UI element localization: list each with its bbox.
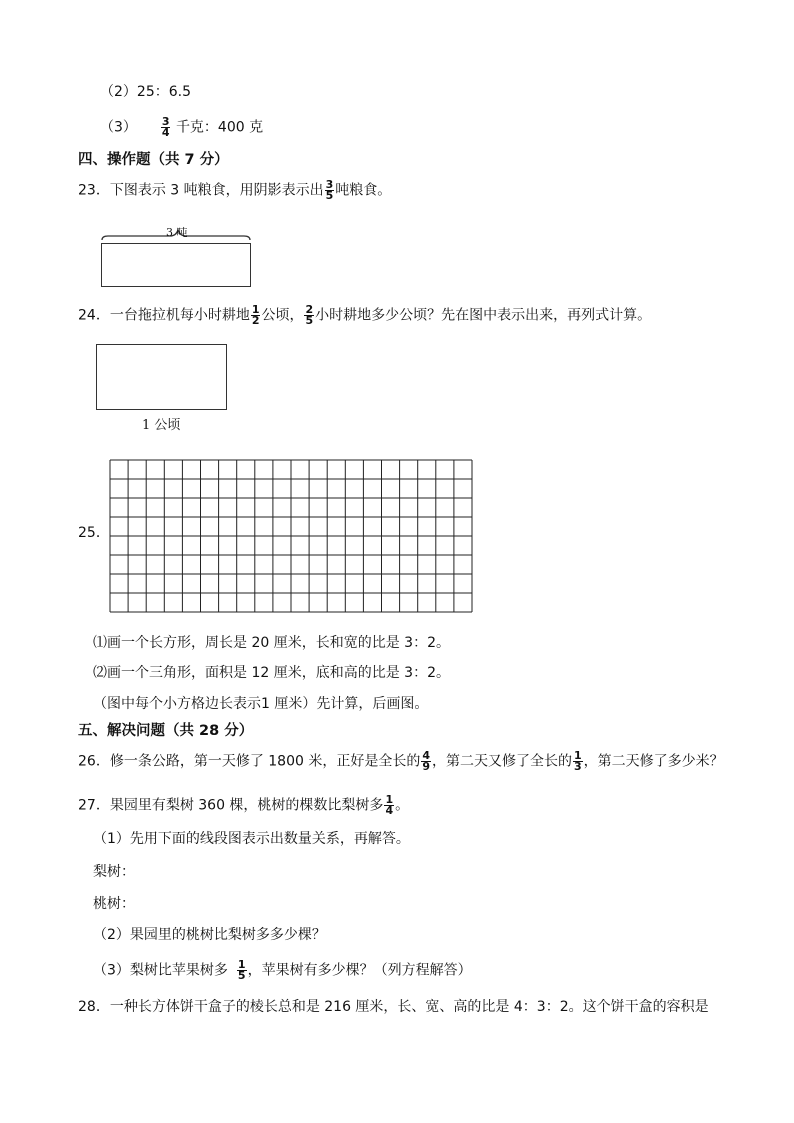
- q24-box-caption: 1 公顷: [142, 418, 181, 433]
- q27-sub-1: （1）先用下面的线段图表示出数量关系，再解答。: [93, 831, 410, 847]
- q25-grid[interactable]: [108, 458, 474, 614]
- question-24: 24．一台拖拉机每小时耕地 $\frac{1}{2}$ 公顷， $\frac{2}{5}$ 小时耕地多少公顷？先在图中表示出来，再列式计算。: [78, 303, 652, 327]
- q24-fraction-1: $\frac{1}{2}$: [251, 303, 260, 327]
- question-27: 27．果园里有梨树 360 棵，桃树的棵数比梨树多 $\frac{1}{4}$ 。: [78, 793, 410, 817]
- q22-fraction: $\frac{3}{4}$: [161, 115, 170, 139]
- q27-peach-label: 桃树：: [93, 896, 135, 912]
- q27-sub-2: （2）果园里的桃树比梨树多多少棵？: [93, 927, 326, 943]
- q27-sub-3-fraction: $\frac{1}{5}$: [237, 958, 246, 982]
- q22-item-3: [100, 117, 263, 138]
- question-25-number: 25．: [78, 525, 110, 541]
- q26-fraction-1: $\frac{4}{9}$: [422, 749, 430, 773]
- question-23: 23．下图表示 3 吨粮食，用阴影表示出 $\frac{3}{5}$ 吨粮食。: [78, 178, 392, 202]
- q23-fraction: $\frac{3}{5}$: [325, 178, 334, 202]
- q22-item-3-suffix: 千克：400 克: [175, 119, 264, 136]
- q24-fraction-2: $\frac{2}{5}$: [305, 303, 314, 327]
- q25-item-1: ⑴画一个长方形，周长是 20 厘米，长和宽的比是 3：2。: [93, 635, 450, 651]
- q27-sub-3: （3）梨树比苹果树多 $\frac{1}{5}$ ，苹果树有多少棵？（列方程解答）: [93, 958, 472, 982]
- section-5-title: 五、解决问题（共 28 分）: [78, 723, 254, 739]
- q26-fraction-2: $\frac{1}{3}$: [574, 749, 582, 773]
- question-28: 28．一种长方体饼干盒子的棱长总和是 216 厘米，长、宽、高的比是 4：3：2。这个饼干盒的容积是: [78, 999, 709, 1015]
- question-26: 26．修一条公路，第一天修了 1800 米，正好是全长的 $\frac{4}{9}$ ，第二天又修了全长的 $\frac{1}{3}$ ，第二天修了多少米？: [78, 749, 724, 773]
- q25-item-2: ⑵画一个三角形，面积是 12 厘米，底和高的比是 3：2。: [93, 665, 450, 681]
- q22-item-2: （2）25：6.5: [100, 84, 191, 100]
- q25-note: （图中每个小方格边长表示1 厘米）先计算，后画图。: [93, 696, 429, 712]
- section-4-title: 四、操作题（共 7 分）: [78, 152, 229, 168]
- q22-item-3-prefix: （3）: [100, 119, 137, 136]
- q24-rectangle[interactable]: [96, 344, 227, 410]
- q27-pear-label: 梨树：: [93, 864, 135, 880]
- q23-rectangle[interactable]: [101, 243, 251, 287]
- q27-fraction: $\frac{1}{4}$: [385, 793, 394, 817]
- q23-brace-label: 3 吨: [166, 226, 188, 239]
